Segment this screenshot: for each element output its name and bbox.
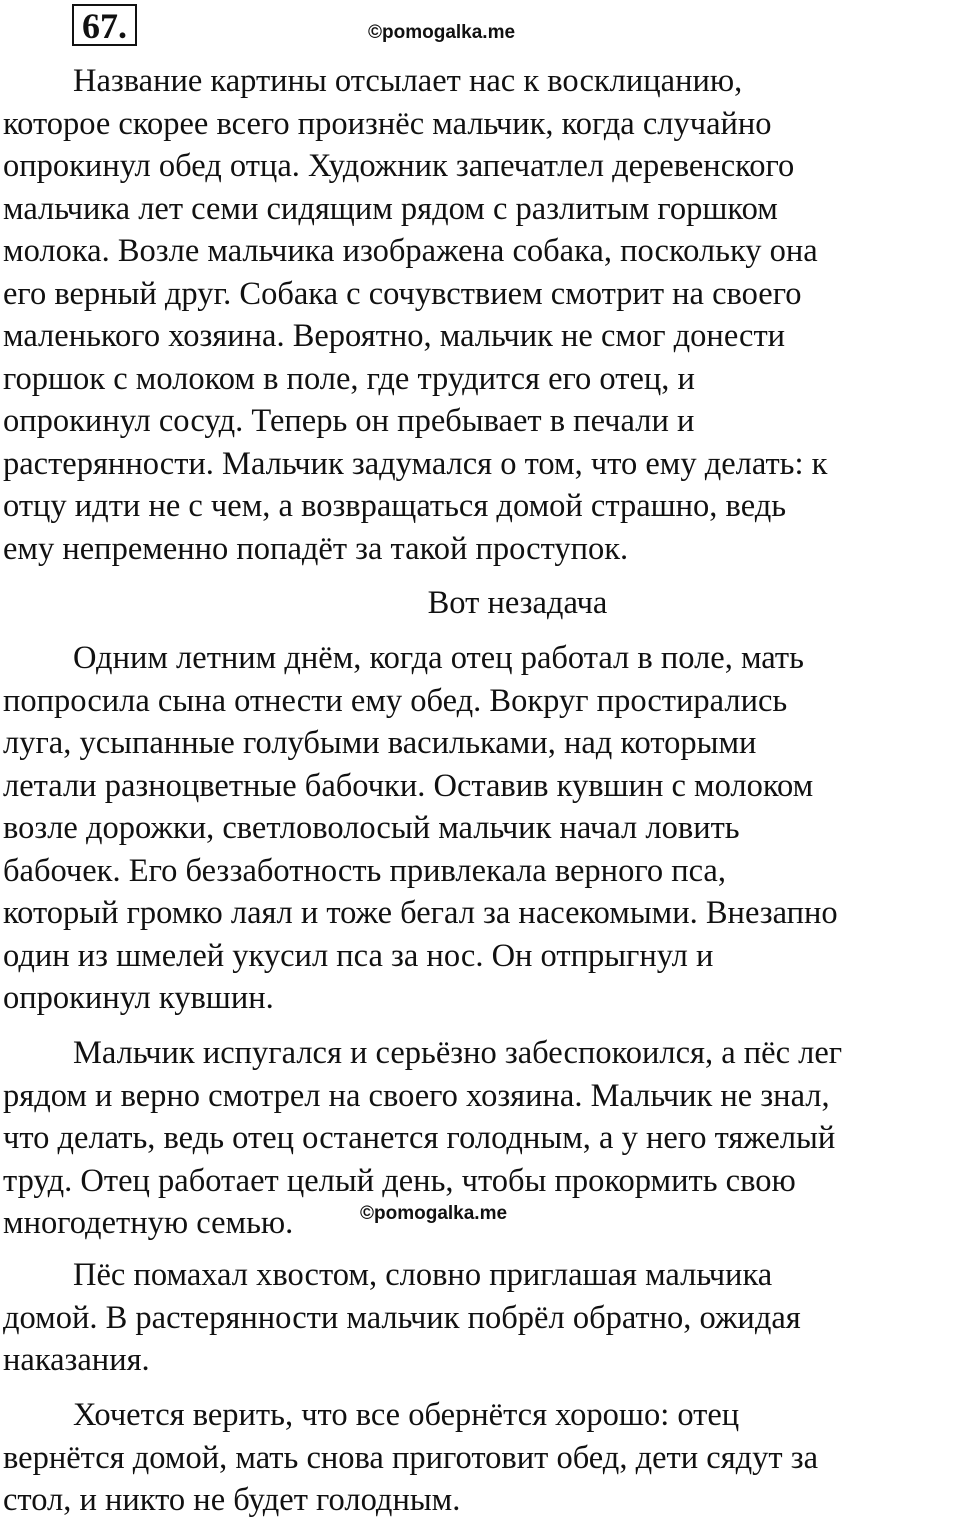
paragraph-line: летали разноцветные бабочки. Оставив кувшин с молоком [3, 767, 814, 804]
paragraph-line: ему непременно попадёт за такой проступок. [3, 530, 629, 567]
paragraph-line: Мальчик испугался и серьёзно забеспокоился, а пёс лег [73, 1035, 843, 1071]
paragraph-line: Пёс помахал хвостом, словно приглашая мальчика [73, 1257, 773, 1293]
paragraph-line: который громко лаял и тоже бегал за насекомыми. Внезапно [3, 895, 838, 931]
paragraph-line: наказания. [3, 1342, 150, 1378]
paragraph-line: горшок с молоком в поле, где трудится его отец, и [3, 360, 695, 397]
paragraph-line: возле дорожки, светловолосый мальчик начал ловить [3, 810, 740, 846]
paragraph-line: домой. В растерянности мальчик побрёл обратно, ожидая [3, 1299, 801, 1336]
paragraph-story-1 [3, 637, 958, 1020]
paragraph-intro [3, 60, 958, 570]
paragraph-line: рядом и верно смотрел на своего хозяина. Мальчик не знал, [3, 1077, 830, 1114]
paragraph-line: бабочек. Его беззаботность привлекала верного пса, [3, 852, 726, 889]
paragraph-conclusion [3, 1394, 958, 1522]
paragraph-line: опрокинул обед отца. Художник запечатлел деревенского [3, 148, 795, 184]
paragraph-line: мальчика лет семи сидящим рядом с разлитым горшком [3, 190, 778, 227]
paragraph-line: Хочется верить, что все обернётся хорошо: отец [73, 1397, 740, 1433]
paragraph-line: стол, и никто не будет голодным. [3, 1482, 461, 1518]
paragraph-line: вернётся домой, мать снова приготовит обед, дети сядут за [3, 1439, 819, 1476]
paragraph-line: один из шмелей укусил пса за нос. Он отпрыгнул и [3, 937, 714, 974]
watermark-top: ©pomogalka.me [368, 22, 516, 43]
paragraph-line: его верный друг. Собака с сочувствием смотрит на своего [3, 275, 802, 312]
paragraph-line: попросила сына отнести ему обед. Вокруг простирались [3, 682, 788, 719]
paragraph-line: отцу идти не с чем, а возвращаться домой страшно, ведь [3, 488, 787, 524]
paragraph-line: маленького хозяина. Вероятно, мальчик не смог донести [3, 318, 786, 354]
paragraph-line: опрокинул кувшин. [3, 980, 274, 1016]
watermark-middle: ©pomogalka.me [360, 1203, 508, 1224]
paragraph-line: растерянности. Мальчик задумался о том, что ему делать: к [3, 445, 828, 482]
story-title: Вот незадача [427, 585, 608, 621]
paragraph-line: труд. Отец работает целый день, чтобы прокормить свою [3, 1162, 796, 1199]
paragraph-line: многодетную семью. [3, 1205, 294, 1241]
paragraph-story-3 [3, 1254, 958, 1382]
paragraph-line: Название картины отсылает нас к восклицанию, [73, 63, 743, 99]
task-header [72, 4, 137, 48]
paragraph-line: опрокинул сосуд. Теперь он пребывает в печали и [3, 403, 695, 439]
paragraph-line: луга, усыпанные голубыми васильками, над которыми [3, 725, 757, 761]
paragraph-line: что делать, ведь отец останется голодным, а у него тяжелый [3, 1120, 836, 1156]
paragraph-line: Одним летним днём, когда отец работал в поле, мать [73, 640, 804, 676]
paragraph-line: которое скорее всего произнёс мальчик, когда случайно [3, 105, 772, 142]
task-number: 67. [72, 4, 137, 46]
paragraph-line: молока. Возле мальчика изображена собака, поскольку она [3, 233, 818, 269]
